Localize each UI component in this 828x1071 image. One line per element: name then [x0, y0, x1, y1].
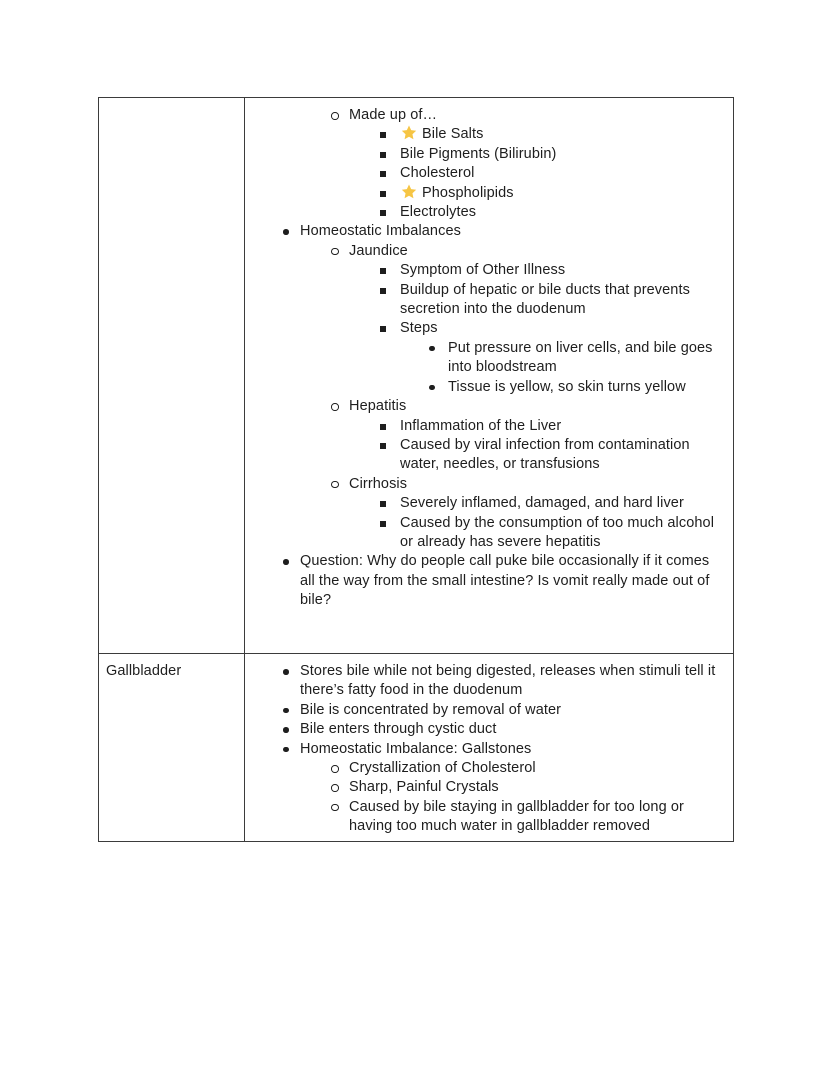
list-item-text: Caused by viral infection from contamination water, needles, or transfusions — [400, 436, 690, 473]
list-item-text: Tissue is yellow, so skin turns yellow — [448, 378, 686, 395]
disc-bullet-icon — [429, 385, 435, 391]
topic-cell-gallbladder — [99, 654, 245, 842]
list-item — [252, 778, 728, 797]
list-item-text: Stores bile while not being digested, releases when stimuli tell it there’s fatty food in the duodenum — [300, 663, 716, 699]
disc-bullet-icon — [283, 669, 289, 675]
list-item-text: Cirrhosis — [349, 475, 408, 492]
list-item-text: Symptom of Other Illness — [400, 262, 566, 279]
star-icon — [401, 184, 417, 199]
list-item-text: Sharp, Painful Crystals — [349, 779, 499, 796]
list-item — [252, 261, 728, 280]
table-row-gallbladder — [99, 654, 734, 842]
circle-bullet-icon — [331, 248, 339, 256]
square-bullet-icon — [380, 191, 386, 197]
circle-bullet-icon — [331, 804, 339, 812]
list-item — [252, 203, 728, 222]
square-bullet-icon — [380, 443, 386, 449]
list-item-text: Cholesterol — [400, 165, 475, 182]
list-item — [252, 759, 728, 778]
list-item — [252, 397, 728, 416]
list-item — [252, 514, 728, 553]
square-bullet-icon — [380, 288, 386, 294]
list-item — [252, 701, 728, 720]
list-item — [252, 740, 728, 759]
list-item — [252, 242, 728, 261]
list-item-text: Severely inflamed, damaged, and hard liver — [400, 495, 684, 512]
list-item-text: Inflammation of the Liver — [400, 417, 562, 434]
list-item — [252, 475, 728, 494]
list-item-text: Homeostatic Imbalances — [300, 223, 461, 240]
list-item — [252, 720, 728, 739]
list-item-text: Steps — [400, 320, 438, 337]
disc-bullet-icon — [429, 346, 435, 352]
list-item-text: Bile enters through cystic duct — [300, 721, 497, 738]
list-item-text: Crystallization of Cholesterol — [349, 760, 536, 777]
list-item-text: Jaundice — [349, 242, 408, 259]
square-bullet-icon — [380, 424, 386, 430]
list-item-text: Electrolytes — [400, 204, 477, 221]
list-item — [252, 184, 728, 203]
list-item — [252, 164, 728, 183]
square-bullet-icon — [380, 268, 386, 274]
star-icon — [401, 125, 417, 140]
circle-bullet-icon — [331, 112, 339, 120]
list-item-text: Caused by bile staying in gallbladder for too long or having too much water in gallbladder removed — [349, 798, 684, 835]
square-bullet-icon — [380, 171, 386, 177]
list-item — [252, 222, 728, 241]
list-item-text: Buildup of hepatic or bile ducts that prevents secretion into the duodenum — [400, 281, 690, 318]
table-row-bile — [99, 98, 734, 654]
square-bullet-icon — [380, 132, 386, 138]
topic-label: Gallbladder — [106, 663, 182, 679]
list-item-text: Bile Pigments (Bilirubin) — [400, 145, 557, 162]
disc-bullet-icon — [283, 559, 289, 565]
list-item-text: Question: Why do people call puke bile occasionally if it comes all the way from the small intestine? Is vomit really made out of bile? — [300, 553, 710, 609]
circle-bullet-icon — [331, 765, 339, 773]
square-bullet-icon — [380, 326, 386, 332]
list-item-text: Hepatitis — [349, 398, 407, 415]
notes-table — [98, 97, 734, 842]
list-item — [252, 319, 728, 338]
list-item-text: Caused by the consumption of too much alcohol or already has severe hepatitis — [400, 514, 715, 550]
list-item-text: Bile Salts — [422, 126, 484, 143]
content-cell-gallbladder — [245, 654, 734, 842]
disc-bullet-icon — [283, 229, 289, 235]
square-bullet-icon — [380, 521, 386, 527]
list-item-text: Put pressure on liver cells, and bile goes into bloodstream — [448, 339, 713, 376]
list-item — [252, 662, 728, 701]
content-cell-bile — [245, 98, 734, 654]
list-item-text: Made up of… — [349, 107, 438, 123]
square-bullet-icon — [380, 501, 386, 507]
list-item-text: Phospholipids — [422, 184, 514, 201]
topic-cell-empty — [99, 98, 245, 654]
disc-bullet-icon — [283, 727, 289, 733]
list-item-text: Homeostatic Imbalance: Gallstones — [300, 740, 532, 757]
list-item — [252, 494, 728, 513]
circle-bullet-icon — [331, 403, 339, 411]
list-item — [252, 145, 728, 164]
list-item-text: Bile is concentrated by removal of water — [300, 701, 562, 718]
list-item — [252, 798, 728, 837]
disc-bullet-icon — [283, 747, 289, 753]
list-item — [252, 552, 728, 610]
square-bullet-icon — [380, 152, 386, 158]
list-item — [252, 436, 728, 475]
circle-bullet-icon — [331, 784, 339, 792]
list-item — [252, 106, 728, 125]
list-item — [252, 339, 728, 378]
list-item — [252, 281, 728, 320]
disc-bullet-icon — [283, 708, 289, 714]
circle-bullet-icon — [331, 481, 339, 489]
list-item — [252, 125, 728, 144]
list-item — [252, 417, 728, 436]
list-item — [252, 378, 728, 397]
square-bullet-icon — [380, 210, 386, 216]
